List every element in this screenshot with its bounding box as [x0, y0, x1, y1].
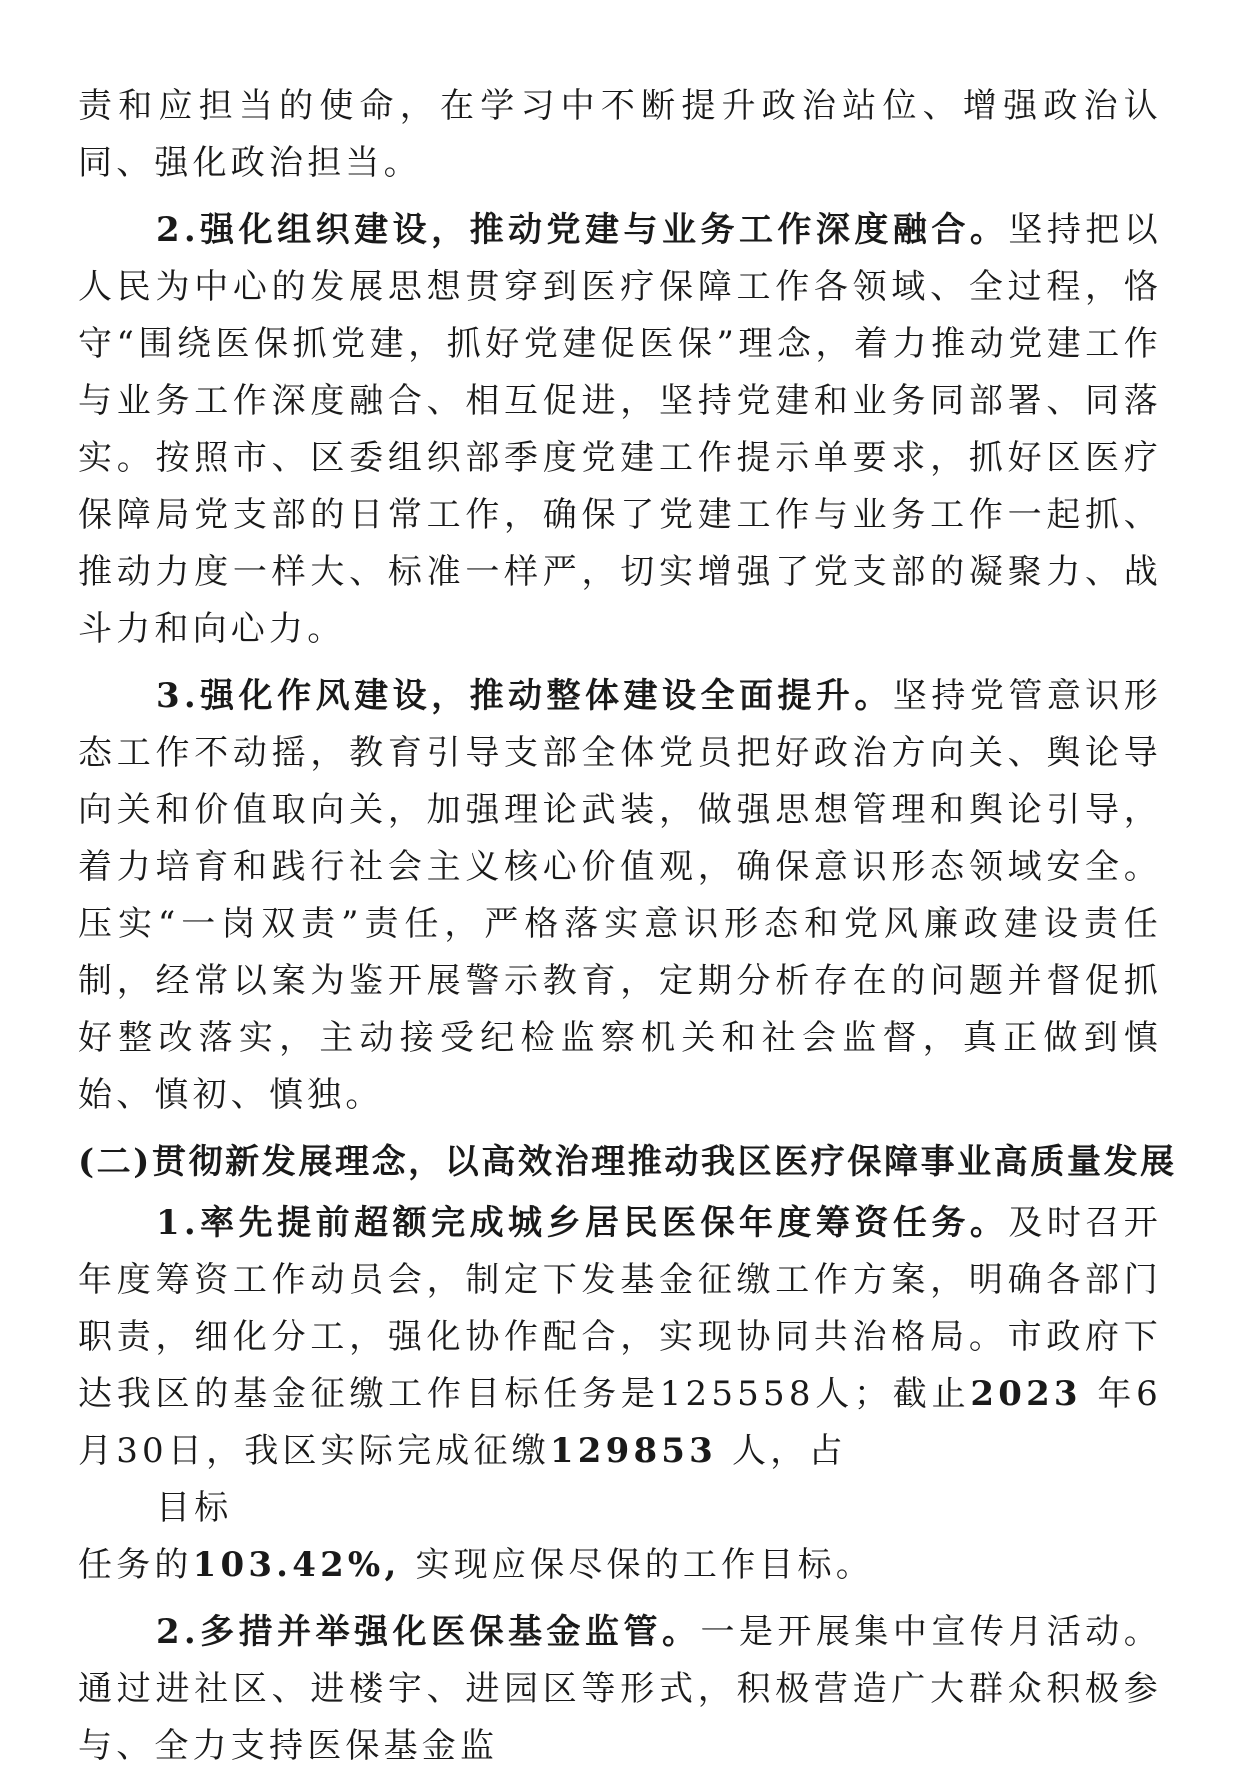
- document-page: [78, 78, 1177, 1775]
- paragraph-text: 人，占: [717, 1431, 847, 1471]
- section-heading-text: (二)贯彻新发展理念，以高效治理推动我区医疗保障事业高质量发展: [78, 1142, 1177, 1182]
- paragraph-text: 坚持党管意识形态工作不动摇，教育引导支部全体党员把好政治方向关、舆论导向关和价值取向关，加强理论武装，做强思想管理和舆论引导，着力培育和践行社会主义核心价值观，确保意识形态领域安全。压实“一岗双责”责任，严格落实意识形态和党风廉政建设责任制，经常以案为鉴开展警示教育，定期分析存在的问题并督促抓好整改落实，主动接受纪检监察机关和社会监督，真正做到慎始、慎初、慎独。: [78, 676, 1162, 1115]
- paragraph-text: 任务的: [78, 1545, 193, 1585]
- paragraph-heading: 2.强化组织建设，推动党建与业务工作深度融合。: [156, 210, 1009, 250]
- paragraph-heading: 1.率先提前超额完成城乡居民医保年度筹资任务。: [156, 1203, 1009, 1243]
- paragraph-text: 坚持把以人民为中心的发展思想贯穿到医疗保障工作各领域、全过程，恪守“围绕医保抓党建，抓好党建促医保”理念，着力推动党建工作与业务工作深度融合、相互促进，坚持党建和业务同部署、同落实。按照市、区委组织部季度党建工作提示单要求，抓好区医疗保障局党支部的日常工作，确保了党建工作与业务工作一起抓、推动力度一样大、标准一样严，切实增强了党支部的凝聚力、战斗力和向心力。: [78, 210, 1162, 649]
- paragraph-text: 及时召开年度筹资工作动员会，制定下发基金征缴工作方案，明确各部门职责，细化分工，强化协作配合，实现协同共治格局。市政府下达我区的基金征缴工作目标任务是125558人；截止: [78, 1203, 1162, 1414]
- paragraph-text: 年6月30日，我区实际完成征缴: [78, 1374, 1162, 1471]
- paragraph-heading: 2.多措并举强化医保基金监管。: [156, 1612, 701, 1652]
- percent-value: 103.42%,: [192, 1545, 401, 1585]
- paragraph-organization-building: [78, 202, 1162, 658]
- paragraph-style-building: [78, 668, 1162, 1124]
- paragraph-text: 目标: [156, 1488, 233, 1528]
- paragraph-text: 实现应保尽保的工作目标。: [400, 1545, 874, 1585]
- count-value: 129853: [549, 1431, 718, 1471]
- year-value: 2023: [970, 1374, 1082, 1414]
- paragraph-text: 责和应担当的使命，在学习中不断提升政治站位、增强政治认同、强化政治担当。: [78, 86, 1162, 183]
- paragraph-text: 一是开展集中宣传月活动。通过进社区、进楼宇、进园区等形式，积极营造广大群众积极参与、全力支持医保基金监: [78, 1612, 1162, 1766]
- paragraph-heading: 3.强化作风建设，推动整体建设全面提升。: [156, 676, 893, 716]
- paragraph-continuation: [78, 78, 1162, 192]
- paragraph-funding-task: [78, 1195, 1162, 1594]
- section-heading: [78, 1134, 1177, 1191]
- paragraph-fund-supervision: [78, 1604, 1162, 1775]
